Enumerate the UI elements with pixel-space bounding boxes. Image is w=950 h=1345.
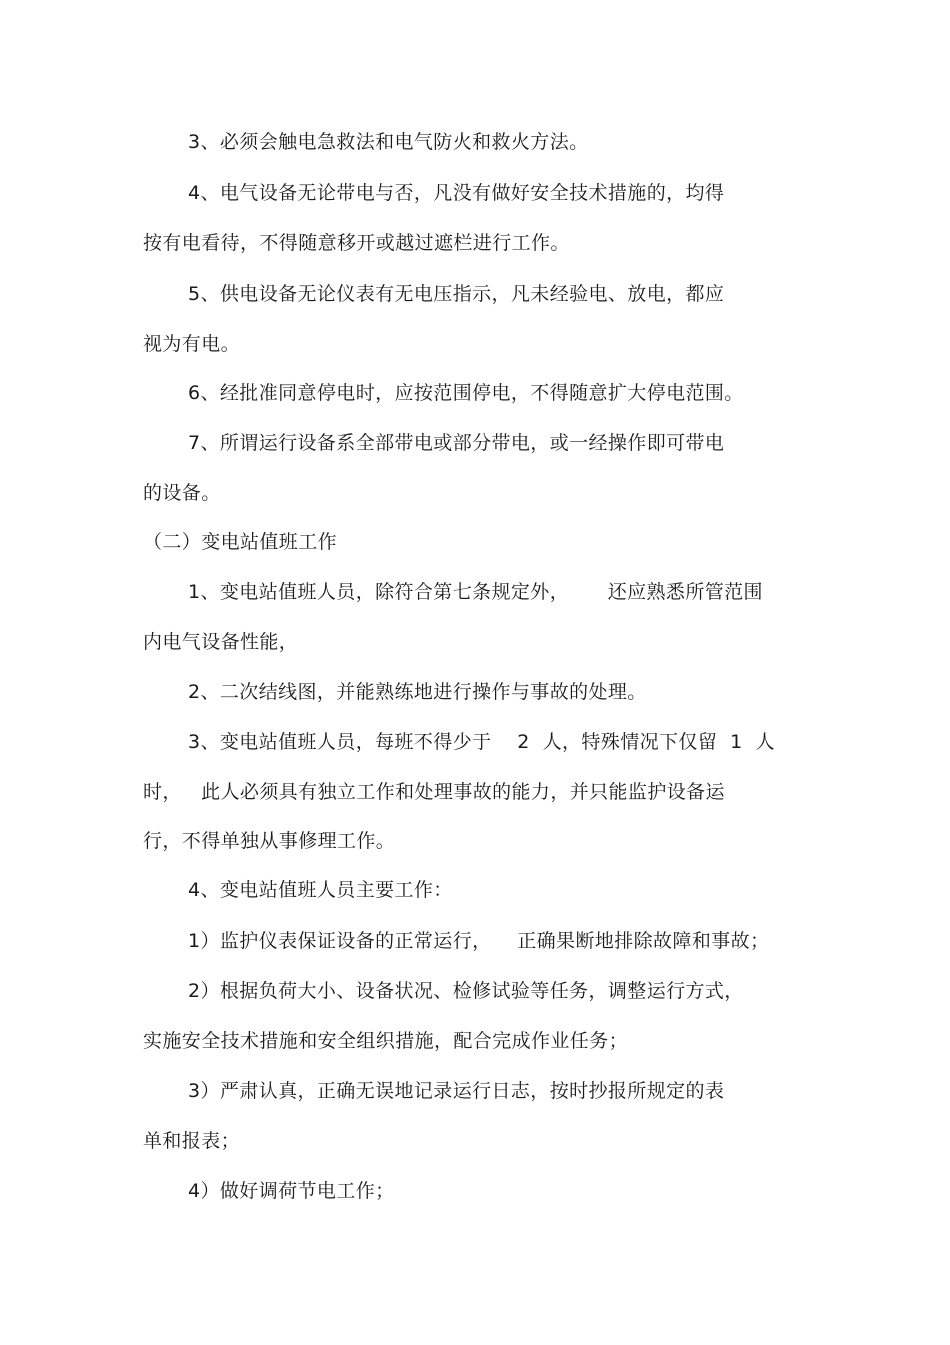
text-line: 按有电看待，不得随意移开或越过遮栏进行工作。 xyxy=(143,232,570,254)
text-line: 6、经批准同意停电时，应按范围停电，不得随意扩大停电范围。 xyxy=(188,382,744,404)
text-line: 时， 此人必须具有独立工作和处理事故的能力，并只能监护设备运 xyxy=(143,781,725,803)
text-line: 3、必须会触电急救法和电气防火和救火方法。 xyxy=(188,131,589,153)
text-line: 5、供电设备无论仪表有无电压指示，凡未经验电、放电，都应 xyxy=(188,283,725,305)
text-line: 视为有电。 xyxy=(143,333,241,355)
text-line: 7、所谓运行设备系全部带电或部分带电，或一经操作即可带电 xyxy=(188,432,725,454)
text-line: 4、电气设备无论带电与否，凡没有做好安全技术措施的，均得 xyxy=(188,182,725,204)
text-line: 单和报表； xyxy=(143,1130,241,1152)
text-line: 1、变电站值班人员，除符合第七条规定外， 还应熟悉所管范围 xyxy=(188,581,763,603)
text-line: 3）严肃认真，正确无误地记录运行日志，按时抄报所规定的表 xyxy=(188,1080,725,1102)
text-line: 2）根据负荷大小、设备状况、检修试验等任务，调整运行方式， xyxy=(188,980,744,1002)
text-line: 3、变电站值班人员，每班不得少于 2 人，特殊情况下仅留 1 人 xyxy=(188,731,775,753)
text-line: 4）做好调荷节电工作； xyxy=(188,1180,395,1202)
text-line: 1）监护仪表保证设备的正常运行， 正确果断地排除故障和事故； xyxy=(188,930,770,952)
text-line: 的设备。 xyxy=(143,482,221,504)
section-heading: （二）变电站值班工作 xyxy=(143,531,338,553)
text-line: 2、二次结线图，并能熟练地进行操作与事故的处理。 xyxy=(188,681,647,703)
text-line: 行，不得单独从事修理工作。 xyxy=(143,830,396,852)
text-line: 内电气设备性能， xyxy=(143,631,299,653)
text-line: 4、变电站值班人员主要工作： xyxy=(188,879,453,901)
text-line: 实施安全技术措施和安全组织措施，配合完成作业任务； xyxy=(143,1030,629,1052)
